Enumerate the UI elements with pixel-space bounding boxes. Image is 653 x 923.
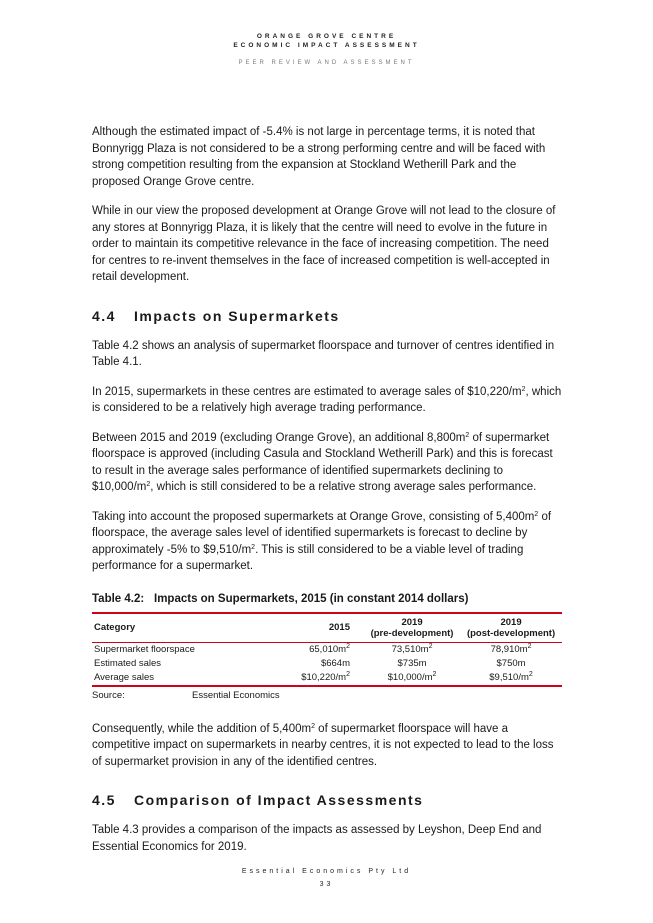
- table-row: Supermarket floorspace $65,010m^2$ $73,510m^2$ $78,910m^2$: [94, 643, 532, 655]
- section-number: 4.4: [92, 307, 116, 324]
- col-header-2019-post: 2019 (post-development): [466, 616, 556, 639]
- paragraph-table-4-3-intro: Table 4.3 provides a comparison of the impacts as assessed by Leyshon, Deep End and Essential Economics for 2019.: [92, 824, 542, 853]
- page-number: 33: [319, 881, 334, 888]
- section-title: Impacts on Supermarkets: [134, 307, 340, 324]
- table-source: [92, 690, 562, 701]
- table-label: Table 4.2:: [92, 592, 145, 605]
- paragraph-2015-sales: In 2015, supermarkets in these centres are estimated to average sales of $\$10,220/m^2$, which is considered to be a relatively high average trading performance.: [92, 385, 562, 414]
- col-header-2015: 2015: [328, 622, 350, 633]
- paragraph-consequently: Consequently, while the addition of $5,400m^2$ of supermarket floorspace will have a competitive impact on supermarkets in nearby centres, it is not expected to lead to the loss of supermarket provision in any of the identified centres.: [92, 722, 554, 768]
- footer-company: Essential Economics Pty Ltd: [241, 868, 412, 875]
- header-report-title: ECONOMIC IMPACT ASSESSMENT: [233, 42, 420, 49]
- paragraph-orange-grove: Taking into account the proposed supermarkets at Orange Grove, consisting of $5,400m^2$ of floorspace, the average sales level of identified supermarkets is forecast to decline by approximately -5% to $\$9,510/m^2$. This is still considered to be a viable level of trading performance for a supermarket.: [92, 510, 552, 572]
- col-header-category: Category: [94, 622, 136, 633]
- col-header-2019-pre: 2019 (pre-development): [370, 616, 454, 639]
- page-body: [92, 124, 562, 868]
- source-label: Source:: [92, 689, 125, 701]
- section-heading-4-4: [92, 308, 562, 324]
- header-report-subtitle: PEER REVIEW AND ASSESSMENT: [238, 60, 415, 66]
- paragraph-bonnyrigg-evolve: While in our view the proposed development at Orange Grove will not lead to the closure of any stores at Bonnyrigg Plaza, it is likely that the centre will need to evolve in the future in order to maintain its competitive relevance in the face of increasing competition. The need for centres to re-invent themselves in the face of increased competition is well-accepted in retail development.: [92, 205, 556, 283]
- supermarket-impacts-table: [92, 612, 562, 687]
- header-project-title: ORANGE GROVE CENTRE: [256, 33, 397, 40]
- section-number: 4.5: [92, 792, 116, 808]
- paragraph-bonnyrigg-impact: Although the estimated impact of -5.4% is not large in percentage terms, it is noted that Bonnyrigg Plaza is not considered to be a strong performing centre and will be faced with strong competition resulting from the expansion at Stockland Wetherill Park and the proposed Orange Grove centre.: [92, 126, 546, 188]
- page-header: [0, 32, 653, 66]
- section-title: Comparison of Impact Assessments: [134, 792, 424, 808]
- table-row: Estimated sales $664m $735m $750m: [94, 658, 526, 669]
- page-footer: [0, 868, 653, 888]
- table-row: Average sales $\$10,220/m^2$ $\$10,000/m^2$ $\$9,510/m^2$: [92, 671, 562, 686]
- table-caption: [92, 593, 562, 605]
- source-value: Essential Economics: [192, 689, 280, 701]
- table-header-row: [92, 613, 562, 643]
- section-heading-4-5: [92, 792, 562, 808]
- paragraph-2015-2019: Between 2015 and 2019 (excluding Orange Grove), an additional $8,800m^2$ of supermarket floorspace is approved (including Casula and Stockland Wetherill Park) and this is forecast to result in the average sales performance of identified supermarkets declining to $\$10,000/m^2$, which is still considered to be a relative strong average sales performance.: [92, 431, 553, 493]
- table-title: Impacts on Supermarkets, 2015 (in constant 2014 dollars): [154, 592, 469, 605]
- paragraph-table-intro: Table 4.2 shows an analysis of supermarket floorspace and turnover of centres identified in Table 4.1.: [92, 339, 555, 368]
